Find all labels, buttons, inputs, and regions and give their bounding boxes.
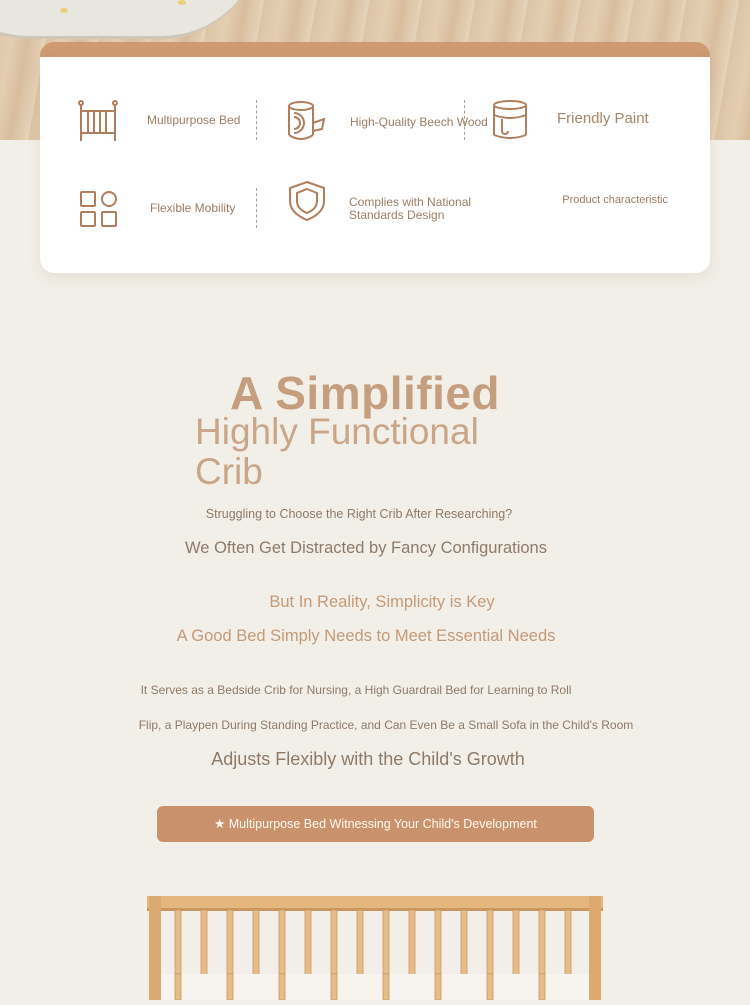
crib-icon	[76, 99, 120, 143]
development-banner: ★ Multipurpose Bed Witnessing Your Child's Development	[157, 806, 594, 842]
feature-label-beech-wood: High-Quality Beech Wood	[350, 115, 488, 129]
grid-shapes-icon	[78, 189, 120, 231]
distracted-text: We Often Get Distracted by Fancy Configurations	[185, 539, 547, 557]
reality-text: But In Reality, Simplicity is Key	[269, 593, 495, 611]
adjusts-text: Adjusts Flexibly with the Child's Growth	[211, 749, 525, 769]
serves-text-1: It Serves as a Bedside Crib for Nursing, a High Guardrail Bed for Learning to Roll	[140, 683, 572, 697]
feature-label-friendly-paint: Friendly Paint	[557, 110, 649, 127]
paint-roll-icon	[490, 99, 530, 143]
feature-label-multipurpose: Multipurpose Bed	[147, 113, 241, 127]
question-text: Struggling to Choose the Right Crib After Researching?	[205, 507, 513, 521]
crib-image	[145, 890, 605, 1005]
feature-card	[40, 57, 710, 273]
divider	[464, 100, 465, 140]
product-characteristic-label: Product characteristic	[562, 194, 668, 206]
divider	[256, 188, 257, 228]
divider	[256, 100, 257, 140]
feature-label-national-standards: Complies with National Standards Design	[349, 195, 472, 222]
serves-text-2: Flip, a Playpen During Standing Practice, and Can Even Be a Small Sofa in the Child's Room	[138, 718, 634, 732]
headline-line1: A Simplified	[229, 367, 501, 419]
shield-icon	[286, 179, 328, 223]
essential-needs-text: A Good Bed Simply Needs to Meet Essential Needs	[176, 627, 556, 645]
wood-log-icon	[286, 99, 332, 143]
feature-label-flexible-mobility: Flexible Mobility	[150, 201, 236, 215]
headline-line2: Highly Functional Crib	[195, 411, 479, 492]
